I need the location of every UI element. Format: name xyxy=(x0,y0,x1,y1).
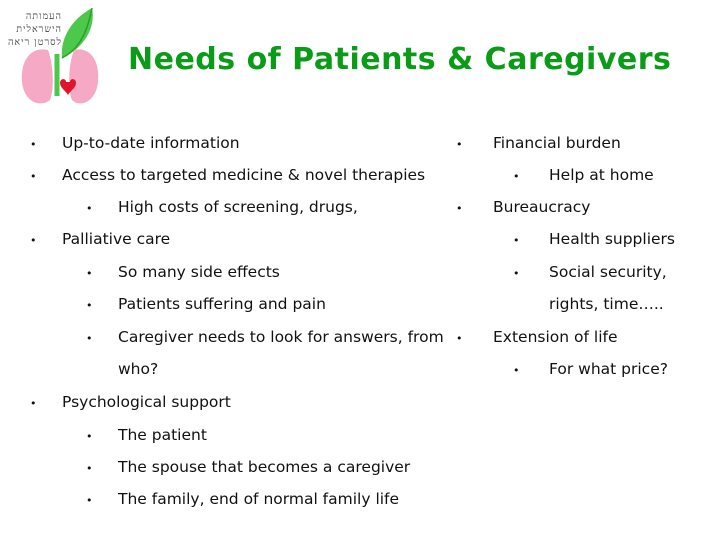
sub-list-item-continuation: rights, time….. xyxy=(549,295,664,313)
bullet-icon: • xyxy=(86,332,93,345)
sub-list-item: The family, end of normal family life xyxy=(118,490,400,508)
logo-text-line: העמותה xyxy=(25,11,62,22)
slide-title: Needs of Patients & Caregivers xyxy=(128,42,672,77)
bullet-icon: • xyxy=(86,267,93,280)
list-item: Bureaucracy xyxy=(493,198,591,216)
logo-text-line: הישראלית xyxy=(16,24,62,35)
sub-list-item: So many side effects xyxy=(118,263,280,281)
bullet-icon: • xyxy=(456,202,463,215)
bullet-icon: • xyxy=(513,234,520,247)
bullet-icon: • xyxy=(30,138,37,151)
list-item: Extension of life xyxy=(493,328,618,346)
list-item: Access to targeted medicine & novel therapies xyxy=(62,166,426,184)
list-item: Financial burden xyxy=(493,134,621,152)
sub-list-item: The patient xyxy=(118,426,207,444)
sub-list-item: Health suppliers xyxy=(549,230,675,248)
bullet-icon: • xyxy=(456,332,463,345)
logo-text-line: לסרטן ריאה xyxy=(7,37,62,48)
logo xyxy=(0,0,100,115)
sub-list-item: Patients suffering and pain xyxy=(118,295,326,313)
bullet-icon: • xyxy=(456,138,463,151)
bullet-icon: • xyxy=(86,462,93,475)
sub-list-item: The spouse that becomes a caregiver xyxy=(118,458,411,476)
list-item: Palliative care xyxy=(62,230,171,248)
bullet-icon: • xyxy=(86,202,93,215)
bullet-icon: • xyxy=(513,267,520,280)
list-item: Psychological support xyxy=(62,393,231,411)
bullet-icon: • xyxy=(30,397,37,410)
sub-list-item: Caregiver needs to look for answers, from xyxy=(118,328,444,346)
bullet-icon: • xyxy=(513,170,520,183)
bullet-icon: • xyxy=(86,299,93,312)
bullet-icon: • xyxy=(30,170,37,183)
sub-list-item: High costs of screening, drugs, xyxy=(118,198,358,216)
bullet-icon: • xyxy=(86,430,93,443)
sub-list-item-continuation: who? xyxy=(118,360,159,378)
bullet-icon: • xyxy=(513,364,520,377)
sub-list-item: For what price? xyxy=(549,360,668,378)
sub-list-item: Help at home xyxy=(549,166,654,184)
bullet-icon: • xyxy=(86,494,93,507)
bullet-icon: • xyxy=(30,234,37,247)
sub-list-item: Social security, xyxy=(549,263,667,281)
list-item: Up-to-date information xyxy=(62,134,240,152)
